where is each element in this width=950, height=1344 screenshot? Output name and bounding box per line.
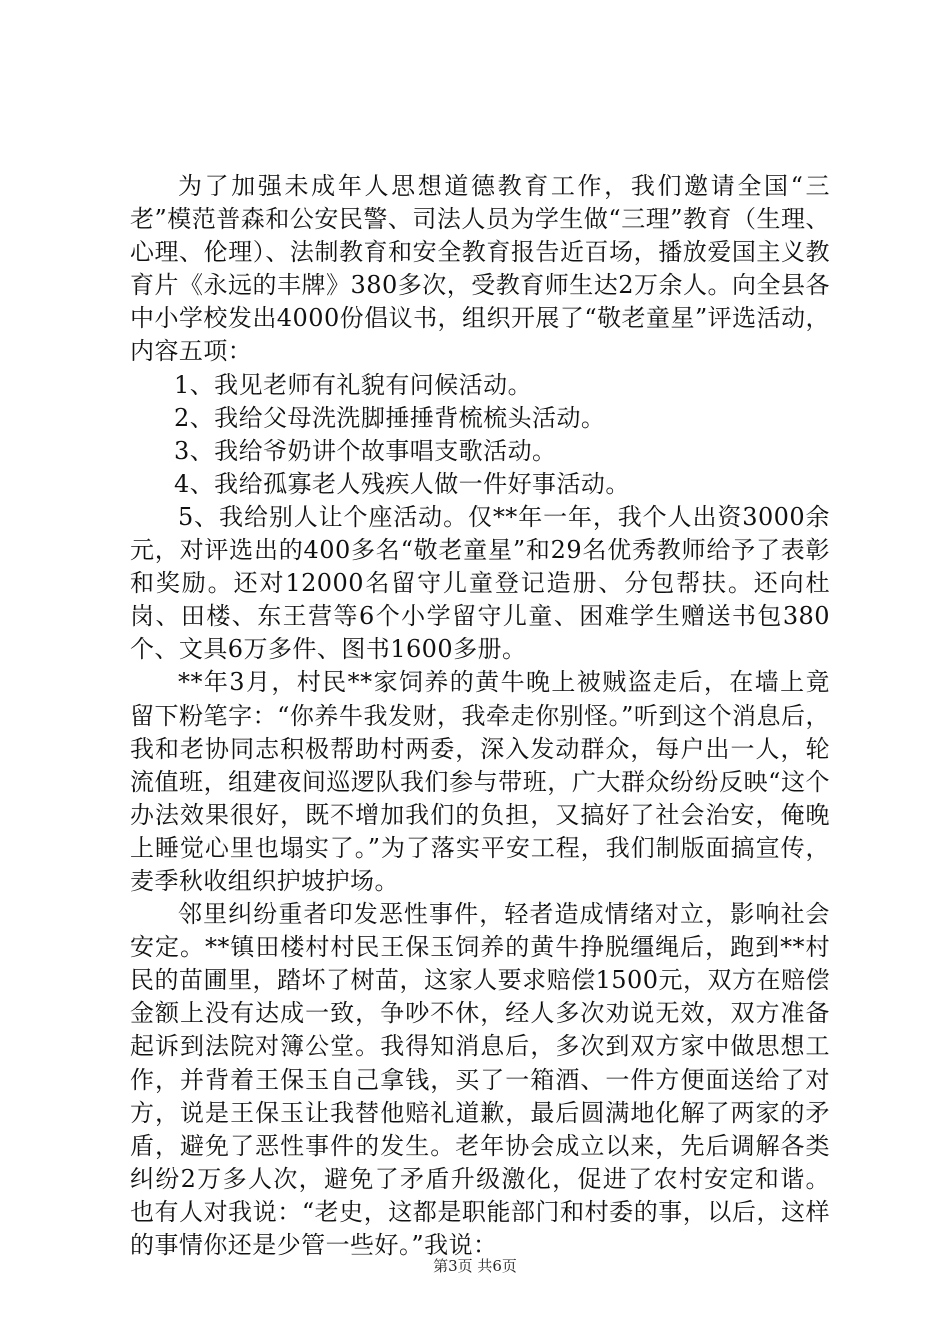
paragraph-education-activities: 为了加强未成年人思想道德教育工作，我们邀请全国“三老”模范普森和公安民警、司法人员为学生做“三理”教育（生理、心理、伦理）、法制教育和安全教育报告近百场，播放爱国主义教育片《永远的丰牌》380多次，受教育师生达2万余人。向全县各中小学校发出4000份倡议书，组织开展了“敬老童星”评选活动，内容五项：: [130, 172, 830, 366]
document-body: [130, 170, 830, 1262]
paragraph-dispute-mediation: 邻里纠纷重者印发恶性事件，轻者造成情绪对立，影响社会安定。**镇田楼村村民王保玉饲养的黄牛挣脱缰绳后，跑到**村民的苗圃里，踏坏了树苗，这家人要求赔偿1500元，双方在赔偿金额上没有达成一致，争吵不休，经人多次劝说无效，双方准备起诉到法院对簿公堂。我得知消息后，多次到双方家中做思想工作，并背着王保玉自己拿钱，买了一箱酒、一件方便面送给了对方，说是王保玉让我替他赔礼道歉，最后圆满地化解了两家的矛盾，避免了恶性事件的发生。老年协会成立以来，先后调解各类纠纷2万多人次，避免了矛盾升级激化，促进了农村安定和谐。也有人对我说：“老史，这都是职能部门和村委的事，以后，这样的事情你还是少管一些好。”我说：: [130, 900, 830, 1259]
paragraph-night-patrol: **年3月，村民**家饲养的黄牛晚上被贼盗走后，在墙上竟留下粉笔字：“你养牛我发财，我牵走你别怪。”听到这个消息后，我和老协同志积极帮助村两委，深入发动群众，每户出一人，轮流值班，组建夜间巡逻队我们参与带班，广大群众纷纷反映“这个办法效果很好，既不增加我们的负担，又搞好了社会治安，俺晚上睡觉心里也塌实了。”为了落实平安工程，我们制版面搞宣传，麦季秋收组织护坡护场。: [130, 668, 830, 895]
list-item-3: 3、我给爷奶讲个故事唱支歌活动。: [174, 436, 557, 465]
page-number-footer: 第3页 共6页: [433, 1257, 517, 1275]
paragraph-item-5-awards: 5、我给别人让个座活动。仅**年一年，我个人出资3000余元，对评选出的400多名“敬老童星”和29名优秀教师给予了表彰和奖励。还对12000名留守儿童登记造册、分包帮扶。还向杜岗、田楼、东王营等6个小学留守儿童、困难学生赠送书包380个、文具6万多件、图书1600多册。: [130, 502, 830, 664]
list-item-4: 4、我给孤寡老人残疾人做一件好事活动。: [174, 469, 630, 498]
list-item-2: 2、我给父母洗洗脚捶捶背梳梳头活动。: [174, 403, 606, 432]
list-item-1: 1、我见老师有礼貌有问候活动。: [174, 370, 533, 399]
